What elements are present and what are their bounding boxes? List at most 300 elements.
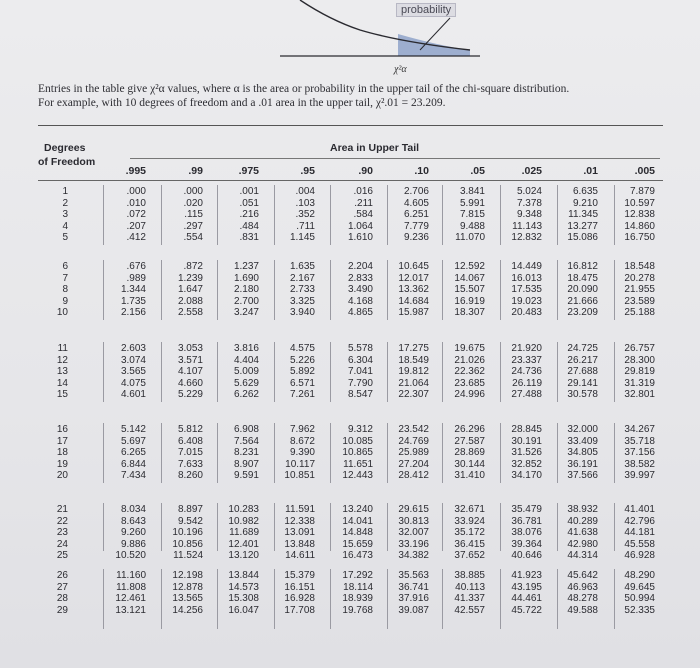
table-cell: 8.034 [120, 504, 146, 515]
table-cell: 12.461 [115, 593, 146, 605]
table-cell: 14.860 [624, 220, 655, 232]
table-cell: 48.278 [567, 593, 598, 605]
df-value: 6 [62, 261, 68, 272]
table-cell: 24.996 [454, 389, 485, 401]
table-cell: 1.237 [233, 261, 259, 272]
table-cell: 31.526 [511, 447, 542, 459]
table-cell: 52.335 [624, 604, 655, 616]
column-separator [330, 260, 331, 320]
column-separator [103, 260, 104, 320]
column-separator [217, 569, 218, 629]
table-cell: 16.013 [511, 272, 542, 284]
table-cell: 40.289 [567, 515, 598, 527]
column-separator [103, 185, 104, 245]
table-cell: 10.645 [398, 261, 429, 272]
table-cell: 10.520 [115, 550, 146, 562]
table-cell: 6.844 [120, 458, 146, 470]
table-cell: .072 [126, 209, 146, 221]
table-cell: 35.563 [398, 570, 429, 581]
table-cell: 36.191 [567, 458, 598, 470]
table-cell: 9.886 [120, 538, 146, 550]
table-cell: 10.597 [624, 197, 655, 209]
table-cell: 5.697 [120, 435, 146, 447]
df-value: 17 [56, 435, 68, 447]
table-cell: 34.805 [567, 447, 598, 459]
table-cell: 19.812 [398, 366, 429, 378]
table-cell: .211 [354, 197, 373, 209]
table-cell: 15.659 [342, 538, 373, 550]
table-cell: 16.473 [342, 550, 373, 562]
column-separator [330, 503, 331, 551]
column-separator [161, 185, 162, 245]
column-separator [274, 423, 275, 483]
table-cell: 14.611 [285, 550, 315, 562]
df-value: 22 [56, 515, 68, 527]
column-separator [330, 185, 331, 245]
table-cell: 6.635 [572, 186, 598, 197]
table-cell: 4.107 [177, 366, 203, 378]
table-cell: 15.987 [398, 307, 429, 319]
table-cell: 38.932 [567, 504, 598, 515]
table-cell: 30.813 [398, 515, 429, 527]
column-separator [161, 569, 162, 629]
column-separator [330, 423, 331, 483]
table-cell: 6.304 [347, 354, 373, 366]
df-value: 3 [62, 209, 68, 221]
column-separator [442, 569, 443, 629]
column-separator [442, 260, 443, 320]
table-cell: 26.119 [512, 377, 542, 389]
table-cell: 3.565 [120, 366, 146, 378]
table-cell: 37.916 [398, 593, 429, 605]
table-cell: 7.041 [347, 366, 373, 378]
table-cell: .000 [183, 186, 203, 197]
table-cell: .051 [239, 197, 259, 209]
table-cell: 22.362 [454, 366, 485, 378]
column-separator [274, 569, 275, 629]
table-cell: 7.815 [459, 209, 485, 221]
table-cell: 5.578 [347, 343, 373, 354]
table-cell: 10.856 [172, 538, 203, 550]
table-cell: 16.919 [454, 295, 485, 307]
column-separator [614, 342, 615, 402]
table-cell: 32.007 [398, 527, 429, 539]
table-cell: 27.587 [454, 435, 485, 447]
table-cell: 45.722 [511, 604, 542, 616]
table-cell: 4.660 [177, 377, 203, 389]
table-cell: .297 [183, 220, 203, 232]
column-separator [217, 503, 218, 551]
table-cell: 11.808 [116, 581, 146, 593]
table-cell: 41.923 [511, 570, 542, 581]
table-cell: .115 [184, 209, 203, 221]
table-cell: 4.605 [403, 197, 429, 209]
df-value: 28 [56, 593, 68, 605]
table-cell: 3.571 [177, 354, 203, 366]
table-cell: 33.924 [454, 515, 485, 527]
table-cell: 42.796 [624, 515, 655, 527]
column-header: .995 [125, 165, 146, 177]
column-separator [557, 185, 558, 245]
table-cell: 28.869 [454, 447, 485, 459]
table-cell: 14.449 [511, 261, 542, 272]
column-separator [614, 260, 615, 320]
column-separator [274, 260, 275, 320]
table-cell: 18.307 [454, 307, 485, 319]
column-separator [161, 342, 162, 402]
area-header: Area in Upper Tail [330, 142, 420, 154]
table-cell: 19.023 [511, 295, 542, 307]
table-cell: .554 [183, 232, 203, 244]
table-cell: 34.170 [511, 470, 542, 482]
table-cell: 13.120 [228, 550, 259, 562]
table-cell: 35.479 [511, 504, 542, 515]
table-cell: 3.074 [120, 354, 146, 366]
table-cell: 45.642 [567, 570, 598, 581]
column-separator [614, 185, 615, 245]
table-cell: 15.379 [284, 570, 315, 581]
table-cell: 13.277 [567, 220, 598, 232]
table-cell: 12.443 [342, 470, 373, 482]
df-value: 26 [56, 570, 68, 581]
table-cell: 27.488 [511, 389, 542, 401]
table-cell: 17.708 [284, 604, 315, 616]
table-cell: 15.507 [454, 284, 485, 296]
table-cell: 18.939 [342, 593, 373, 605]
column-separator [557, 423, 558, 483]
intro-text [38, 82, 678, 110]
table-cell: 16.047 [228, 604, 259, 616]
table-cell: 8.231 [233, 447, 259, 459]
df-header-line2: of Freedom [38, 156, 96, 168]
table-cell: .584 [353, 209, 373, 221]
table-cell: 8.260 [177, 470, 203, 482]
table-cell: 23.685 [454, 377, 485, 389]
table-cell: 10.283 [228, 504, 259, 515]
column-header: .99 [188, 165, 203, 177]
column-separator [274, 342, 275, 402]
table-cell: 11.524 [173, 550, 203, 562]
table-cell: 12.878 [172, 581, 203, 593]
table-cell: 12.198 [172, 570, 203, 581]
chi-square-curve-graphic [0, 0, 700, 90]
table-cell: 20.090 [567, 284, 598, 296]
column-separator [103, 423, 104, 483]
table-cell: 6.571 [289, 377, 315, 389]
table-cell: 28.412 [398, 470, 429, 482]
table-cell: 3.841 [459, 186, 485, 197]
table-cell: 7.779 [403, 220, 429, 232]
table-cell: 19.768 [342, 604, 373, 616]
column-separator [387, 569, 388, 629]
table-cell: 37.652 [454, 550, 485, 562]
table-cell: 6.408 [177, 435, 203, 447]
column-header: .05 [470, 165, 485, 177]
table-cell: 2.700 [233, 295, 259, 307]
column-separator [500, 342, 501, 402]
df-value: 20 [56, 470, 68, 482]
df-value: 19 [56, 458, 68, 470]
table-cell: .001 [239, 186, 259, 197]
df-value: 2 [62, 197, 68, 209]
table-cell: 21.064 [398, 377, 429, 389]
table-cell: 9.488 [459, 220, 485, 232]
column-separator [274, 503, 275, 551]
table-cell: 49.588 [567, 604, 598, 616]
table-cell: 3.325 [289, 295, 315, 307]
table-cell: 13.240 [342, 504, 373, 515]
table-cell: 32.000 [567, 424, 598, 435]
table-cell: 1.145 [289, 232, 315, 244]
column-separator [161, 503, 162, 551]
table-cell: 7.633 [177, 458, 203, 470]
column-header: .975 [238, 165, 259, 177]
table-cell: .412 [126, 232, 146, 244]
table-cell: 11.591 [285, 504, 315, 515]
table-cell: 1.064 [347, 220, 373, 232]
table-cell: 26.217 [567, 354, 598, 366]
table-cell: 1.610 [347, 232, 373, 244]
column-separator [217, 423, 218, 483]
table-cell: 4.168 [347, 295, 373, 307]
table-cell: 13.844 [228, 570, 259, 581]
table-cell: .352 [295, 209, 315, 221]
df-value: 5 [62, 232, 68, 244]
table-cell: 25.188 [624, 307, 655, 319]
df-value: 16 [56, 424, 68, 435]
table-cell: 35.718 [624, 435, 655, 447]
table-cell: 15.308 [228, 593, 259, 605]
table-cell: 10.865 [342, 447, 373, 459]
table-cell: 9.312 [347, 424, 373, 435]
area-header-rule [130, 158, 660, 159]
df-value: 15 [56, 389, 68, 401]
table-cell: 27.688 [567, 366, 598, 378]
table-cell: 14.573 [228, 581, 259, 593]
table-cell: 2.558 [177, 307, 203, 319]
column-separator [274, 185, 275, 245]
table-cell: 44.461 [511, 593, 542, 605]
table-cell: 42.980 [567, 538, 598, 550]
table-cell: 23.209 [567, 307, 598, 319]
table-cell: 36.781 [511, 515, 542, 527]
table-cell: 5.226 [289, 354, 315, 366]
table-cell: 6.265 [120, 447, 146, 459]
table-cell: 18.475 [567, 272, 598, 284]
table-cell: 37.156 [624, 447, 655, 459]
table-cell: 7.261 [289, 389, 315, 401]
table-cell: 1.635 [289, 261, 315, 272]
table-cell: 44.181 [624, 527, 655, 539]
column-separator [161, 260, 162, 320]
table-cell: 2.180 [233, 284, 259, 296]
intro-line-1: Entries in the table give χ²α values, where α is the area or probability in the upper tail of the chi-square distribution. [38, 83, 570, 95]
table-cell: 9.390 [289, 447, 315, 459]
table-cell: 35.172 [454, 527, 485, 539]
df-value: 25 [56, 550, 68, 562]
table-cell: 32.852 [511, 458, 542, 470]
column-separator [103, 503, 104, 551]
table-cell: 41.337 [454, 593, 485, 605]
table-cell: 2.833 [347, 272, 373, 284]
table-cell: 7.879 [629, 186, 655, 197]
table-cell: 23.337 [511, 354, 542, 366]
table-cell: 44.314 [567, 550, 598, 562]
table-cell: 33.196 [398, 538, 429, 550]
table-cell: 10.196 [172, 527, 203, 539]
column-separator [103, 569, 104, 629]
table-cell: 42.557 [454, 604, 485, 616]
table-cell: .004 [295, 186, 315, 197]
df-value: 14 [56, 377, 68, 389]
table-cell: .872 [183, 261, 203, 272]
table-cell: 46.928 [624, 550, 655, 562]
column-separator [442, 423, 443, 483]
table-cell: 1.735 [120, 295, 146, 307]
df-value: 27 [56, 581, 68, 593]
table-cell: 5.629 [233, 377, 259, 389]
column-separator [500, 185, 501, 245]
table-cell: 6.908 [233, 424, 259, 435]
column-header: .01 [583, 165, 598, 177]
chi-square-figure [0, 0, 700, 90]
table-cell: 5.142 [120, 424, 146, 435]
table-cell: 6.262 [233, 389, 259, 401]
column-header: .025 [521, 165, 542, 177]
table-cell: 18.549 [398, 354, 429, 366]
table-cell: 38.885 [454, 570, 485, 581]
table-cell: 7.962 [289, 424, 315, 435]
column-separator [557, 260, 558, 320]
table-cell: 17.535 [511, 284, 542, 296]
table-cell: 40.113 [455, 581, 485, 593]
table-cell: 2.603 [120, 343, 146, 354]
table-cell: .676 [126, 261, 146, 272]
df-value: 21 [56, 504, 68, 515]
table-cell: .831 [239, 232, 259, 244]
table-cell: 5.812 [177, 424, 203, 435]
table-cell: 11.345 [568, 209, 598, 221]
table-cell: 21.026 [454, 354, 485, 366]
table-cell: 13.121 [115, 604, 146, 616]
column-separator [217, 260, 218, 320]
table-cell: 1.239 [177, 272, 203, 284]
table-cell: 8.643 [120, 515, 146, 527]
table-cell: 2.088 [177, 295, 203, 307]
table-cell: 23.542 [398, 424, 429, 435]
table-cell: 39.087 [398, 604, 429, 616]
table-cell: 29.141 [567, 377, 598, 389]
table-cell: 28.300 [624, 354, 655, 366]
chi-square-table [38, 120, 688, 668]
table-cell: 13.848 [284, 538, 315, 550]
table-cell: 33.409 [567, 435, 598, 447]
table-cell: 3.490 [347, 284, 373, 296]
table-cell: 25.989 [398, 447, 429, 459]
table-cell: 12.401 [228, 538, 259, 550]
df-value: 11 [57, 343, 68, 354]
column-header: .005 [634, 165, 655, 177]
table-cell: 23.589 [624, 295, 655, 307]
table-cell: 13.091 [284, 527, 315, 539]
table-cell: 5.024 [516, 186, 542, 197]
table-cell: 11.651 [343, 458, 373, 470]
df-value: 10 [56, 307, 68, 319]
table-cell: 18.548 [624, 261, 655, 272]
table-cell: .010 [126, 197, 146, 209]
table-cell: 34.382 [398, 550, 429, 562]
column-separator [103, 342, 104, 402]
table-cell: 17.292 [342, 570, 373, 581]
table-cell: 20.483 [511, 307, 542, 319]
table-cell: 28.845 [511, 424, 542, 435]
table-cell: 15.086 [567, 232, 598, 244]
table-cell: 2.733 [289, 284, 315, 296]
column-separator [330, 342, 331, 402]
column-separator [387, 185, 388, 245]
column-separator [557, 342, 558, 402]
table-cell: 1.344 [120, 284, 146, 296]
table-cell: 4.075 [120, 377, 146, 389]
column-separator [500, 260, 501, 320]
table-cell: 31.410 [454, 470, 485, 482]
table-cell: 17.275 [398, 343, 429, 354]
table-cell: 24.769 [398, 435, 429, 447]
table-cell: 26.296 [454, 424, 485, 435]
table-cell: 38.582 [624, 458, 655, 470]
column-separator [387, 503, 388, 551]
table-cell: 39.364 [511, 538, 542, 550]
table-cell: 16.812 [567, 261, 598, 272]
table-cell: 7.564 [233, 435, 259, 447]
table-cell: 32.671 [454, 504, 485, 515]
table-cell: 9.591 [233, 470, 259, 482]
table-cell: .020 [183, 197, 203, 209]
table-cell: 39.997 [624, 470, 655, 482]
table-cell: 5.009 [233, 366, 259, 378]
column-separator [614, 423, 615, 483]
table-cell: 30.578 [567, 389, 598, 401]
table-cell: 10.085 [342, 435, 373, 447]
table-cell: 10.851 [284, 470, 315, 482]
table-cell: 12.017 [398, 272, 429, 284]
table-cell: 12.338 [284, 515, 315, 527]
table-cell: 29.819 [624, 366, 655, 378]
table-cell: 8.547 [347, 389, 373, 401]
table-cell: 2.204 [347, 261, 373, 272]
table-cell: 40.646 [511, 550, 542, 562]
table-cell: 4.601 [120, 389, 146, 401]
table-cell: 9.348 [516, 209, 542, 221]
table-cell: 46.963 [567, 581, 598, 593]
table-cell: 14.067 [454, 272, 485, 284]
table-cell: 30.191 [511, 435, 542, 447]
df-value: 8 [62, 284, 68, 296]
table-cell: 1.690 [233, 272, 259, 284]
table-cell: 48.290 [624, 570, 655, 581]
table-cell: 19.675 [454, 343, 485, 354]
df-value: 23 [56, 527, 68, 539]
table-cell: 2.706 [403, 186, 429, 197]
table-cell: 11.160 [116, 570, 146, 581]
table-cell: 7.015 [177, 447, 203, 459]
table-cell: 36.415 [454, 538, 485, 550]
table-cell: 38.076 [511, 527, 542, 539]
column-header-rule [38, 180, 663, 181]
table-cell: 2.156 [120, 307, 146, 319]
table-cell: 7.378 [516, 197, 542, 209]
table-cell: 5.229 [177, 389, 203, 401]
